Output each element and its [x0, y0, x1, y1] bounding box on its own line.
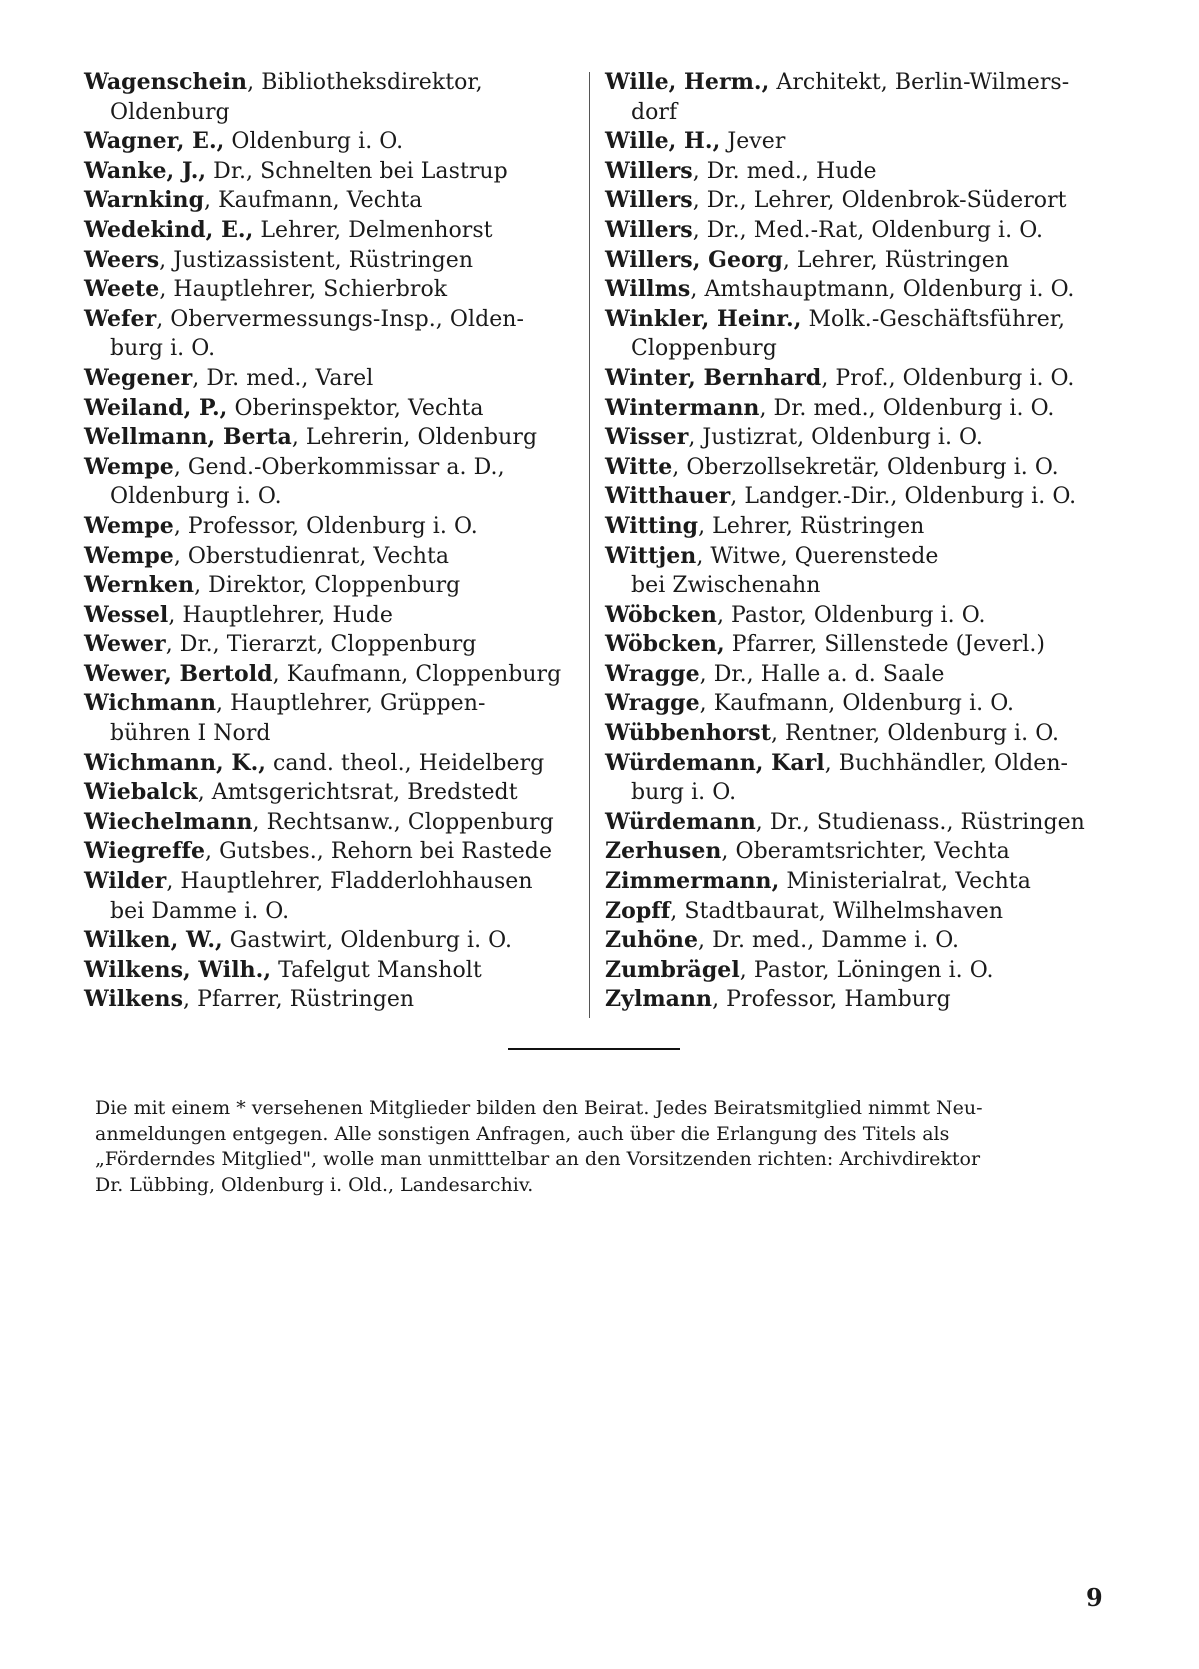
footnote [95, 1096, 1115, 1198]
member-entry [84, 127, 584, 157]
member-name: Wempe [84, 453, 174, 480]
member-details: , Pastor, Löningen i. O. [739, 957, 994, 983]
member-name: Wöbcken [605, 601, 717, 628]
member-entry [605, 601, 1125, 631]
member-details: , Dr. med., Varel [192, 365, 374, 391]
member-name: Wichmann [84, 690, 216, 717]
member-details: Dr., Schnelten bei Lastrup [206, 158, 508, 184]
member-details: Architekt, Berlin-Wilmers- [769, 70, 1070, 95]
member-entry [84, 630, 584, 660]
member-entry [84, 453, 584, 512]
member-details: , Buchhändler, Olden- [824, 750, 1069, 776]
member-entry [84, 837, 584, 867]
member-name: Wernken [84, 572, 195, 599]
member-details: , Dr. med., Damme i. O. [698, 928, 960, 954]
member-name: Zopff [605, 897, 671, 924]
member-name: Wilkens [84, 986, 184, 1013]
member-entry [605, 542, 1125, 601]
member-entry [84, 689, 584, 748]
member-details: , Dr. med., Hude [692, 158, 877, 184]
member-entry [605, 867, 1125, 897]
member-name: Winkler, Heinr., [605, 305, 802, 332]
member-details: , Justizassistent, Rüstringen [159, 247, 474, 273]
member-details: , Dr., Med.-Rat, Oldenburg i. O. [692, 217, 1044, 243]
member-details: , Gend.-Oberkommissar a. D., [173, 454, 505, 480]
member-details: Pfarrer, Sillenstede (Jeverl.) [724, 632, 1046, 658]
footnote-line: Dr. Lübbing, Oldenburg i. Old., Landesarchiv. [95, 1173, 534, 1196]
member-entry [605, 157, 1125, 187]
member-name: Wragge [605, 660, 700, 687]
member-details-continued: bei Zwischenahn [631, 573, 821, 599]
member-name: Wilkens, Wilh., [84, 956, 272, 983]
member-name: Weete [84, 276, 160, 303]
member-entry [84, 749, 584, 779]
member-details: , Dr., Halle a. d. Saale [699, 661, 945, 687]
member-details-continued: bühren I Nord [110, 721, 271, 747]
member-name: Wöbcken, [605, 631, 725, 658]
member-name: Wichmann, K., [84, 749, 266, 776]
member-list-left-column [84, 68, 584, 1015]
footnote-line: anmeldungen entgegen. Alle sonstigen Anfragen, auch über die Erlangung des Titels als [95, 1122, 950, 1145]
member-entry [605, 453, 1125, 483]
member-name: Weers [84, 246, 160, 273]
member-details: , Lehrer, Rüstringen [698, 513, 925, 539]
member-entry [605, 68, 1125, 127]
member-details: , Dr., Studienass., Rüstringen [755, 809, 1085, 835]
member-name: Zuhöne [605, 927, 699, 954]
member-name: Zylmann [605, 986, 713, 1013]
member-details: Oberinspektor, Vechta [227, 395, 484, 421]
member-name: Winter, Bernhard [605, 364, 822, 391]
member-name: Wempe [84, 542, 174, 569]
member-name: Wewer, Bertold [84, 660, 273, 687]
member-details: Tafelgut Mansholt [271, 957, 482, 983]
member-details: , Amtshauptmann, Oldenburg i. O. [690, 277, 1075, 303]
member-details: , Professor, Hamburg [712, 987, 951, 1013]
member-entry [605, 837, 1125, 867]
member-entry [84, 305, 584, 364]
member-details: , Hauptlehrer, Hude [168, 602, 393, 628]
member-entry [84, 571, 584, 601]
member-details: Ministerialrat, Vechta [779, 869, 1031, 895]
member-details: cand. theol., Heidelberg [266, 750, 545, 776]
member-details: , Direktor, Cloppenburg [194, 573, 461, 599]
member-name: Wiechelmann [84, 808, 253, 835]
member-entry [605, 364, 1125, 394]
member-entry [84, 926, 584, 956]
member-details: , Obervermessungs-Insp., Olden- [156, 306, 524, 332]
member-details: Lehrer, Delmenhorst [253, 217, 493, 243]
member-details: , Oberamtsrichter, Vechta [721, 839, 1010, 865]
member-entry [84, 216, 584, 246]
member-entry [84, 394, 584, 424]
member-entry [605, 127, 1125, 157]
member-entry [84, 68, 584, 127]
member-details: , Justizrat, Oldenburg i. O. [688, 425, 983, 451]
member-entry [84, 601, 584, 631]
member-name: Witthauer [605, 483, 731, 510]
member-name: Wefer [84, 305, 157, 332]
member-entry [84, 246, 584, 276]
member-name: Wille, Herm., [605, 69, 770, 95]
member-entry [84, 985, 584, 1015]
member-entry [605, 719, 1125, 749]
footnote-line: „Förderndes Mitglied", wolle man unmitttelbar an den Vorsitzenden richten: Archivdirektor [95, 1148, 981, 1170]
member-entry [605, 897, 1125, 927]
member-entry [84, 660, 584, 690]
member-name: Wessel [84, 601, 169, 628]
member-name: Willms [605, 276, 691, 303]
member-details: Jever [720, 129, 786, 155]
member-name: Wanke, J., [84, 157, 207, 184]
member-details-continued: Cloppenburg [631, 336, 777, 362]
member-name: Wegener [84, 364, 193, 391]
member-name: Wragge [605, 690, 700, 717]
member-details: , Rechtsanw., Cloppenburg [252, 809, 554, 835]
member-details-continued: burg i. O. [631, 780, 737, 806]
member-name: Wewer [84, 631, 166, 658]
member-name: Wagenschein [84, 69, 248, 95]
member-details: , Witwe, Querenstede [696, 543, 939, 569]
member-entry [84, 157, 584, 187]
member-name: Würdemann, Karl [605, 749, 825, 776]
member-entry [605, 216, 1125, 246]
member-entry [84, 542, 584, 572]
page-number: 9 [1086, 1583, 1103, 1612]
section-rule [508, 1048, 680, 1050]
member-details: , Hauptlehrer, Schierbrok [159, 277, 448, 303]
member-name: Witting [605, 512, 699, 539]
member-name: Willers [605, 187, 693, 214]
member-name: Weiland, P., [84, 394, 228, 421]
member-entry [605, 808, 1125, 838]
member-entry [605, 660, 1125, 690]
member-name: Wisser [605, 424, 689, 451]
member-details: , Rentner, Oldenburg i. O. [770, 721, 1060, 747]
member-name: Wiebalck [84, 779, 198, 806]
member-entry [605, 926, 1125, 956]
member-name: Wellmann, Berta [84, 424, 292, 451]
member-details: , Prof., Oldenburg i. O. [821, 365, 1075, 391]
member-details: , Kaufmann, Vechta [204, 188, 423, 214]
member-entry [84, 364, 584, 394]
member-entry [84, 512, 584, 542]
member-name: Zumbrägel [605, 956, 740, 983]
member-name: Wilken, W., [84, 927, 223, 954]
member-entry [605, 305, 1125, 364]
member-details: , Hauptlehrer, Fladderlohhausen [166, 869, 533, 895]
member-name: Zimmermann, [605, 868, 780, 895]
member-entry [84, 186, 584, 216]
member-entry [84, 808, 584, 838]
member-name: Wille, H., [605, 128, 721, 155]
member-details-continued: bei Damme i. O. [110, 898, 290, 924]
member-entry [605, 423, 1125, 453]
member-details: , Dr. med., Oldenburg i. O. [759, 395, 1055, 421]
member-entry [605, 186, 1125, 216]
member-entry [605, 956, 1125, 986]
member-name: Willers, Georg [605, 246, 783, 273]
member-details: , Kaufmann, Cloppenburg [272, 661, 562, 687]
member-details: Oldenburg i. O. [224, 129, 404, 155]
member-name: Zerhusen [605, 838, 722, 865]
member-details: , Pfarrer, Rüstringen [183, 987, 415, 1013]
footnote-line: Die mit einem * versehenen Mitglieder bilden den Beirat. Jedes Beiratsmitglied nimmt Neu- [95, 1097, 983, 1119]
member-name: Willers [605, 157, 693, 184]
member-entry [84, 423, 584, 453]
member-name: Wedekind, E., [84, 216, 254, 243]
member-name: Warnking [84, 187, 205, 214]
member-details-continued: dorf [631, 99, 678, 125]
member-name: Wübbenhorst [605, 720, 771, 747]
member-details: , Stadtbaurat, Wilhelmshaven [670, 898, 1004, 924]
column-divider [589, 72, 590, 1018]
member-details: , Kaufmann, Oldenburg i. O. [699, 691, 1015, 717]
member-details: , Bibliotheksdirektor, [247, 70, 483, 95]
member-name: Willers [605, 216, 693, 243]
member-name: Wagner, E., [84, 128, 225, 155]
member-details: , Lehrerin, Oldenburg [291, 425, 538, 451]
member-details: , Dr., Lehrer, Oldenbrok-Süderort [692, 188, 1067, 214]
member-entry [605, 689, 1125, 719]
member-details: , Hauptlehrer, Grüppen- [216, 691, 486, 717]
member-details-continued: burg i. O. [110, 336, 216, 362]
member-name: Wiegreffe [84, 838, 206, 865]
member-name: Würdemann [605, 808, 756, 835]
member-details-continued: Oldenburg [110, 99, 230, 125]
member-entry [84, 956, 584, 986]
member-details: Gastwirt, Oldenburg i. O. [222, 928, 513, 954]
member-entry [605, 275, 1125, 305]
member-name: Wintermann [605, 394, 760, 421]
member-entry [605, 985, 1125, 1015]
member-entry [605, 394, 1125, 424]
member-details: , Gutsbes., Rehorn bei Rastede [205, 839, 553, 865]
member-entry [605, 246, 1125, 276]
member-entry [84, 778, 584, 808]
member-details: , Amtsgerichtsrat, Bredstedt [197, 780, 518, 806]
member-details: , Oberstudienrat, Vechta [173, 543, 450, 569]
member-name: Wittjen [605, 542, 697, 569]
member-details: , Lehrer, Rüstringen [782, 247, 1010, 273]
member-details: , Dr., Tierarzt, Cloppenburg [165, 632, 477, 658]
member-name: Witte [605, 453, 673, 480]
member-entry [605, 749, 1125, 808]
member-entry [605, 512, 1125, 542]
member-name: Wilder [84, 868, 167, 895]
member-entry [84, 867, 584, 926]
member-details: , Professor, Oldenburg i. O. [173, 513, 478, 539]
member-details: , Pastor, Oldenburg i. O. [716, 602, 986, 628]
member-entry [605, 630, 1125, 660]
member-details-continued: Oldenburg i. O. [110, 484, 282, 510]
member-details: , Oberzollsekretär, Oldenburg i. O. [672, 454, 1059, 480]
member-entry [84, 275, 584, 305]
member-entry [605, 482, 1125, 512]
member-details: , Landger.-Dir., Oldenburg i. O. [730, 484, 1077, 510]
member-name: Wempe [84, 512, 174, 539]
member-details: Molk.-Geschäftsführer, [801, 306, 1065, 332]
member-list-right-column [605, 68, 1125, 1015]
